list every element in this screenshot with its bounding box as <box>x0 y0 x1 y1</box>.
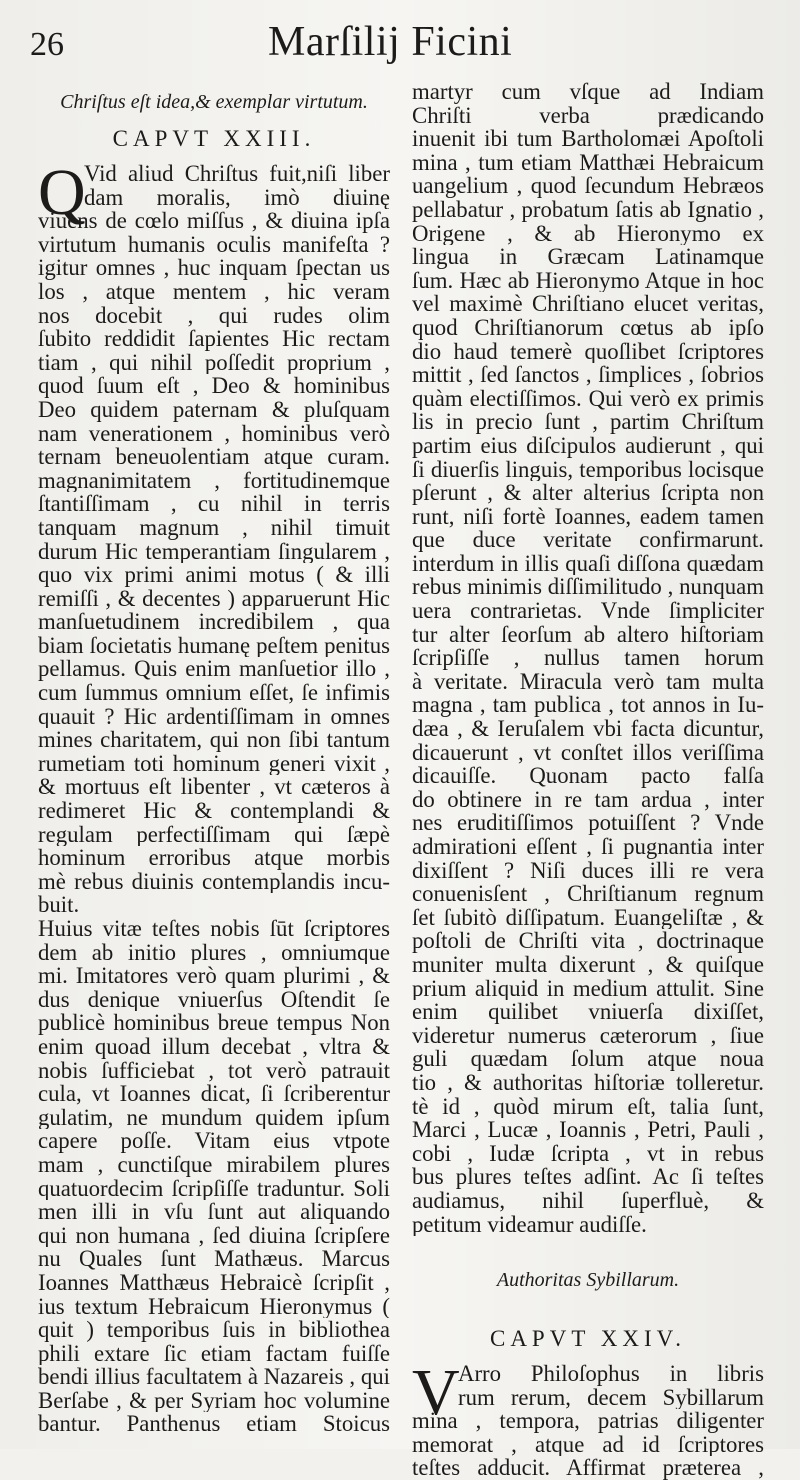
text-line: Arro Philoſophus in libris <box>458 1362 764 1386</box>
text-line: uera contrarietas. Vnde ſimpliciter <box>412 599 764 623</box>
text-line: pellabatur , probatum ſatis ab Ignatio , <box>412 197 764 222</box>
text-line: Marci , Lucæ , Ioannis , Petri, Pauli , <box>412 1118 764 1142</box>
dropcap-lines <box>412 1362 764 1409</box>
text-line: dicauiſſe. Quonam pacto falſa <box>412 764 764 788</box>
text-line: igitur omnes , huc inquam ſpectan us <box>38 256 390 280</box>
text-line: enim quoad illum decebat , vltra & <box>38 1034 390 1059</box>
paragraph <box>412 1409 764 1480</box>
text-line: ſet ſubitò diſſipatum. Euangeliſtæ , & <box>412 905 764 930</box>
text-line: vel maximè Chriſtiano elucet veritas, <box>412 292 764 316</box>
text-line: los , atque mentem , hic veram <box>38 279 390 304</box>
text-line: ſi diuerſis linguis, temporibus locisque <box>412 457 764 482</box>
text-line: men illi in vſu ſunt aut aliquando <box>38 1200 390 1224</box>
text-line: ius textum Hebraicum Hieronymus ( <box>38 1294 390 1319</box>
text-line: quàm electiſſimos. Qui verò ex primis <box>412 386 764 411</box>
text-line: durum Hic temperantiam ſingularem , <box>38 539 390 564</box>
text-line: uangelium , quod ſecundum Hebræos <box>412 174 764 198</box>
text-line: ſubito reddidit ſapientes Hic rectam <box>38 327 390 351</box>
text-line: nobis ſufficiebat , tot verò patrauit <box>38 1058 390 1083</box>
text-line: ſtantiſſimam , cu nihil in terris <box>38 492 390 516</box>
text-line: mina , tempora, patrias diligenter <box>412 1409 764 1433</box>
chapter-rubric: Chriſtus eſt idea,& exemplar virtutum. <box>60 91 368 113</box>
text-line: que duce veritate confirmarunt. <box>412 528 764 552</box>
text-line: tiam , qui nihil poſſedit proprium , <box>38 350 390 375</box>
text-line: redimeret Hic & contemplandi & <box>38 799 390 823</box>
dropcap-lines <box>38 162 390 209</box>
text-line: quauit ? Hic ardentiſſimam in omnes <box>38 704 390 729</box>
text-line: nes eruditiſſimos potuiſſent ? Vnde <box>412 811 764 835</box>
text-line: tur alter ſeorſum ab altero hiſtoriam <box>412 622 764 647</box>
text-line: do obtinere in re tam ardua , inter <box>412 787 764 812</box>
text-line: viuens de cœlo miſſus , & diuina ipſa <box>38 209 390 233</box>
text-line: hominum erroribus atque morbis <box>38 846 390 870</box>
text-line: cobi , Iudæ ſcripta , vt in rebus <box>412 1141 764 1166</box>
text-line: capere poſſe. Vitam eius vtpote <box>38 1129 390 1153</box>
text-line: videretur numerus cæterorum , ſiue <box>412 1023 764 1048</box>
dropcap-letter: V <box>412 1356 460 1430</box>
chapter-heading: CAPVT XXIV. <box>489 1326 686 1352</box>
text-line: prium aliquid in medium attulit. Sine <box>412 976 764 1001</box>
text-line: quod ſuum eſt , Deo & hominibus <box>38 374 390 398</box>
text-line: remiſſi , & decentes ) apparuerunt Hic <box>38 586 390 611</box>
text-line: interdum in illis quaſi diſſona quædam <box>412 551 764 576</box>
text-line: nu Quales ſunt Mathæus. Marcus <box>38 1247 390 1271</box>
text-line: buit. <box>38 893 80 917</box>
text-line: ſcripſiſſe , nullus tamen horum <box>412 646 764 670</box>
chapter-rubric: Authoritas Sybillarum. <box>496 1269 680 1292</box>
text-line: rum rerum, decem Sybillarum <box>458 1385 764 1410</box>
text-line: Huius vitæ teſtes nobis ſūt ſcriptores <box>38 917 390 941</box>
text-line: bendi illius facultatem à Nazareis , qui <box>38 1365 390 1389</box>
text-line: bus plures teſtes adſint. Ac ſi teſtes <box>412 1165 764 1189</box>
text-line: qui non humana , ſed diuina ſcripſere <box>38 1223 390 1248</box>
text-line: muniter multa dixerunt , & quiſque <box>412 952 764 977</box>
text-line: Vid aliud Chriſtus fuit,niſi liber <box>84 162 390 186</box>
text-line: bantur. Panthenus etiam Stoicus <box>38 1412 390 1437</box>
text-line: lis in precio ſunt , partim Chriſtum <box>412 410 764 434</box>
text-line: dam moralis, imò diuinę <box>84 185 390 210</box>
text-line: lingua in Græcam Latinamque <box>412 245 764 269</box>
text-line: mi. Imitatores verò quam plurimi , & <box>38 964 390 988</box>
text-line: dem ab initio plures , omniumque <box>38 940 390 965</box>
text-line: nam venerationem , hominibus verò <box>38 421 390 446</box>
text-line: Chriſti verba prædicando <box>412 103 764 128</box>
text-line: manſuetudinem incredibilem , qua <box>38 610 390 634</box>
text-line: virtutum humanis oculis manifeſta ? <box>38 232 390 257</box>
text-line: ternam beneuolentiam atque curam. <box>38 445 390 469</box>
text-line: enim quilibet vniuerſa dixiſſet, <box>412 1000 764 1024</box>
text-line: Berſabe , & per Syriam hoc volumine <box>38 1388 390 1413</box>
dropcap-letter: Q <box>38 156 86 229</box>
text-line: inuenit ibi tum Bartholomæi Apoſtoli <box>412 127 764 151</box>
left-column <box>38 80 390 1436</box>
text-line: regulam perfectiſſimam qui ſæpè <box>38 822 390 847</box>
text-line: poſtoli de Chriſti vita , doctrinaque <box>412 929 764 953</box>
text-line: pſerunt , & alter alterius ſcripta non <box>412 481 764 505</box>
text-line: phili extare ſic etiam factam fuiſſe <box>38 1341 390 1366</box>
text-line: pellamus. Quis enim manſuetior illo , <box>38 657 390 682</box>
text-line: quod Chriſtianorum cœtus ab ipſo <box>412 315 764 340</box>
text-line: mè rebus diuinis contemplandis incu- <box>38 869 390 894</box>
page-number: 26 <box>30 26 64 63</box>
text-line: mines charitatem, qui non ſibi tantum <box>38 728 390 752</box>
text-line: partim eius diſcipulos audierunt , qui <box>412 433 764 458</box>
text-line: magnanimitatem , fortitudinemque <box>38 468 390 493</box>
paragraph <box>38 917 390 1436</box>
text-line: Origene , & ab Hieronymo ex <box>412 221 764 246</box>
text-line: cula, vt Ioannes dicat, ſi ſcriberentur <box>38 1082 390 1106</box>
text-line: martyr cum vſque ad Indiam <box>412 80 764 104</box>
page-header <box>0 18 800 68</box>
text-line: mittit , ſed ſanctos , ſimplices , ſobrios <box>412 363 764 387</box>
text-line: dæa , & Ieruſalem vbi facta dicuntur, <box>412 717 764 741</box>
text-line: rebus minimis diſſimilitudo , nunquam <box>412 575 764 600</box>
text-line: mam , cunctiſque mirabilem plures <box>38 1152 390 1177</box>
text-line: dus denique vniuerſus Oſtendit ſe <box>38 987 390 1012</box>
text-line: dicauerunt , vt conſtet illos veriſſima <box>412 740 764 765</box>
text-line: biam ſocietatis humanę peſtem penitus <box>38 633 390 658</box>
text-line: teſtes adducit. Affirmat præterea , <box>412 1456 764 1480</box>
right-column <box>412 80 764 1480</box>
paragraph <box>38 209 390 917</box>
text-line: quatuordecim ſcripſiſſe traduntur. Soli <box>38 1176 390 1201</box>
text-line: gulatim, ne mundum quidem ipſum <box>38 1105 390 1130</box>
text-line: dixiſſent ? Niſi duces illi re vera <box>412 858 764 883</box>
text-line: tanquam magnum , nihil timuit <box>38 515 390 540</box>
text-line: & mortuus eſt libenter , vt cæteros à <box>38 775 390 800</box>
text-line: tio , & authoritas hiſtoriæ tolleretur. <box>412 1070 764 1095</box>
text-line: mina , tum etiam Matthæi Hebraicum <box>412 150 764 175</box>
chapter-heading: CAPVT XXIII. <box>112 126 316 151</box>
text-line: rumetiam toti hominum generi vixit , <box>38 751 390 776</box>
text-line: admirationi eſſent , ſi pugnantia inter <box>412 835 764 859</box>
text-line: ſum. Hæc ab Hieronymo Atque in hoc <box>412 268 764 293</box>
text-line: petitum videamur audiſſe. <box>412 1212 647 1237</box>
text-line: memorat , atque ad id ſcriptores <box>412 1432 764 1457</box>
text-line: quo vix primi animi motus ( & illi <box>38 563 390 587</box>
text-line: runt, niſi fortè Ioannes, eadem tamen <box>412 504 764 529</box>
text-line: cum ſummus omnium eſſet, ſe infimis <box>38 681 390 705</box>
text-line: publicè hominibus breue tempus Non <box>38 1011 390 1035</box>
paragraph <box>412 80 764 1236</box>
text-line: guli quædam ſolum atque noua <box>412 1047 764 1071</box>
text-line: quit ) temporibus ſuis in bibliothea <box>38 1318 390 1342</box>
text-line: audiamus, nihil ſuperfluè, & <box>412 1188 764 1213</box>
text-line: Deo quidem paternam & pluſquam <box>38 397 390 422</box>
text-line: à veritate. Miracula verò tam multa <box>412 669 764 694</box>
text-line: magna , tam publica , tot annos in Iu- <box>412 693 764 718</box>
running-title: Marſilij Ficini <box>268 19 513 65</box>
text-line: Ioannes Matthæus Hebraicè ſcripſit , <box>38 1270 390 1295</box>
text-line: conuenisſent , Chriſtianum regnum <box>412 882 764 906</box>
text-line: tè id , quòd mirum eſt, talia ſunt, <box>412 1094 764 1119</box>
text-line: nos docebit , qui rudes olim <box>38 303 390 328</box>
text-line: dio haud temerè quoſlibet ſcriptores <box>412 339 764 364</box>
